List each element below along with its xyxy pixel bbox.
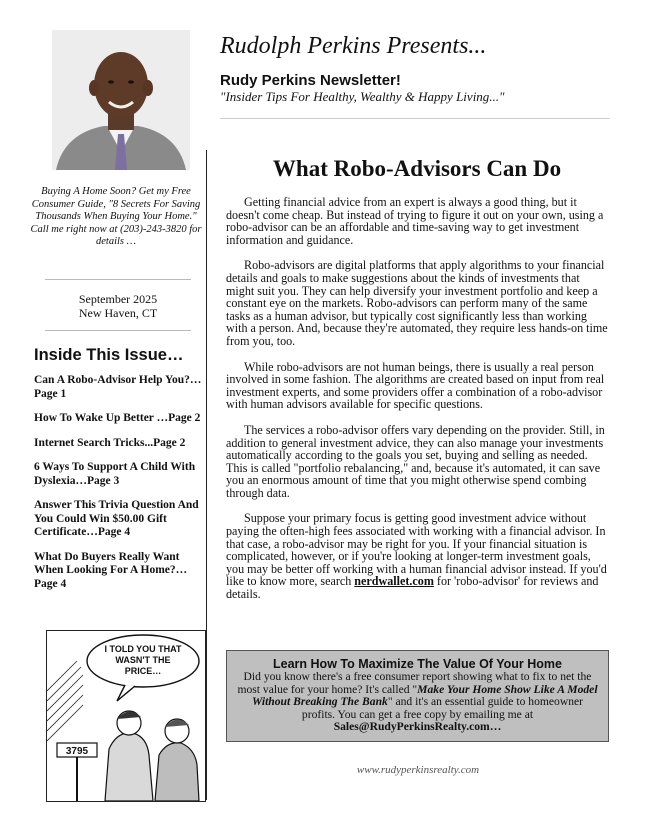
home-value-callout [226,650,609,742]
author-photo [52,30,190,170]
issue-date: September 2025 [78,292,158,306]
column-divider [206,150,207,800]
article-paragraph: Robo-advisors are digital platforms that apply algorithms to your financial details and goals to make suggestions about the kinds of investments that might suit you. They can help diversify your investment portfolio and keep a constant eye on the markets. Robo-advisors can perform many of the same tasks as a human advisor, but typically cost significantly less than working with a person. And, because they're automated, they require less hands-on time from you, too. [226,258,608,348]
article-paragraph: The services a robo-advisor offers vary depending on the provider. Still, in addition to general investment advice, they can also manage your investments automatically according to the goals you set, buying and selling as needed. This is called "portfolio rebalancing," and, because it's automated, it can save you an enormous amount of time that you might otherwise spend combing through data. [226,422,605,500]
toc-item: Internet Search Tricks...Page 2 [34,436,186,449]
callout-text: Did you know there's a free consumer report showing what to fix to net the most value for your home? It's called " [237,670,592,696]
callout-body [235,671,600,734]
issue-location: New Haven, CT [78,306,158,320]
article-text: for 'robo-advisor' for reviews and details. [226,574,599,602]
cartoon-caption-line2: WASN'T THE [115,655,171,665]
left-sidebar [0,0,206,838]
issue-dateline [45,292,191,320]
callout-text: " and it's an essential guide to homeowner profits. You can get a free copy by emailing me at [301,695,584,721]
article-title: What Robo-Advisors Can Do [272,156,562,181]
article-body [226,196,610,614]
table-of-contents [34,374,202,602]
masthead-title: Rudolph Perkins Presents... [220,33,487,59]
callout-title: Learn How To Maximize The Value Of Your Home [273,657,562,671]
consumer-guide-promo: Buying A Home Soon? Get my Free Consumer Guide, "8 Secrets For Saving Thousands When Buying Your Home." Call me right now at (203)-243-3820 for details … [30,186,202,247]
article-paragraph: While robo-advisors are not human beings, there is usually a real person involved in some fashion. The algorithms are created based on input from real investment experts, and some providers offer a combination of a robo-advisor with human advisors available for specific questions. [226,359,605,412]
article-paragraph: Getting financial advice from an expert is always a good thing, but it doesn't come cheap. But instead of trying to figure it out on your own, using a robo-advisor can be an affordable and time-saving way to get investment information and guidance. [226,195,604,247]
article-text: Suppose your primary focus is getting good investment advice without paying the often-high fees associated with working with a financial advisor. In that case, a robo-advisor may be right for you. If your financial situation is complicated, however, or if you're looking at longer-term investment goals, you may be better off working with a human financial advisor instead. If you'd like to know more, search [226,511,607,589]
toc-item: What Do Buyers Really Want When Looking For A Home?…Page 4 [34,550,188,590]
newsletter-tagline: "Insider Tips For Healthy, Wealthy & Happy Living..." [220,89,505,104]
toc-item: Answer This Trivia Question And You Could Win $50.00 Gift Certificate…Page 4 [34,499,199,538]
newsletter-name: Rudy Perkins Newsletter! [220,72,401,89]
masthead-divider [220,118,610,119]
email-link[interactable]: Sales@RudyPerkinsRealty.com… [333,720,502,734]
price-sign: 3795 [65,746,89,757]
masthead [220,32,620,105]
nerdwallet-link[interactable]: nerdwallet.com [354,574,434,589]
inside-this-issue-heading: Inside This Issue… [34,346,184,364]
report-title: Make Your Home Show Like A Model Without Breaking The Bank [251,682,598,709]
cartoon-caption-line3: PRICE… [124,666,162,676]
sidebar-divider-bottom [45,330,191,331]
cartoon-caption-line1: I TOLD YOU THAT [104,644,182,654]
footer-website[interactable]: www.rudyperkinsrealty.com [356,764,480,776]
sidebar-divider-top [45,279,191,280]
toc-item: Can A Robo-Advisor Help You?…Page 1 [34,374,202,400]
toc-item: 6 Ways To Support A Child With Dyslexia…Page 3 [34,461,196,487]
article-paragraph [226,512,610,600]
cartoon-illustration [46,630,206,802]
toc-item: How To Wake Up Better …Page 2 [34,412,201,424]
